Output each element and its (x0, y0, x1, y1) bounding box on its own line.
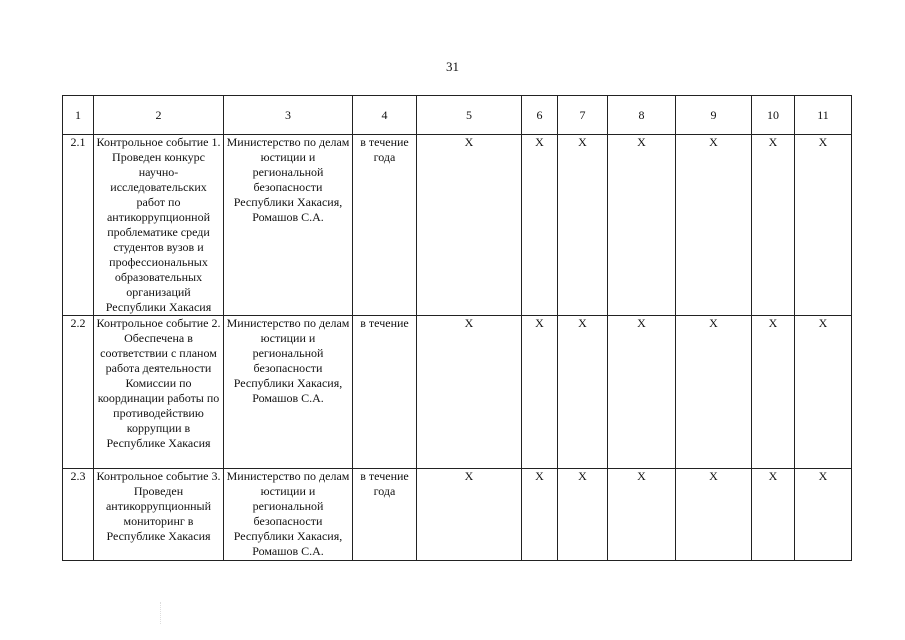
table-row (63, 135, 852, 316)
table-row (63, 469, 852, 561)
responsible: Министерство по делам юстиции и региональной безопасности Республики Хакасия, Ромашов С.А. (224, 469, 353, 561)
event-description: Контрольное событие 3. Проведен антикоррупционный мониторинг в Республике Хакасия (94, 469, 224, 561)
term: в течение (353, 316, 417, 469)
header-cell: 9 (676, 96, 752, 135)
mark-cell: X (558, 469, 608, 561)
header-cell: 3 (224, 96, 353, 135)
mark-cell: X (608, 316, 676, 469)
mark-cell: X (558, 135, 608, 316)
header-cell: 4 (353, 96, 417, 135)
header-cell: 7 (558, 96, 608, 135)
mark-cell: X (522, 135, 558, 316)
header-cell: 5 (417, 96, 522, 135)
header-cell: 10 (752, 96, 795, 135)
row-number: 2.2 (63, 316, 94, 469)
plan-table (62, 95, 852, 561)
mark-cell: X (522, 469, 558, 561)
mark-cell: X (608, 469, 676, 561)
event-description: Контрольное событие 1. Проведен конкурс научно-исследовательских работ по антикоррупционной проблематике среди студентов вузов и профессиональных образовательных организаций Республики Хакасия (94, 135, 224, 316)
responsible: Министерство по делам юстиции и региональной безопасности Республики Хакасия, Ромашов С.А. (224, 135, 353, 316)
mark-cell: X (558, 316, 608, 469)
row-number: 2.3 (63, 469, 94, 561)
mark-cell: X (417, 135, 522, 316)
header-cell: 8 (608, 96, 676, 135)
mark-cell: X (795, 135, 852, 316)
row-number: 2.1 (63, 135, 94, 316)
mark-cell: X (752, 316, 795, 469)
term: в течение года (353, 469, 417, 561)
responsible: Министерство по делам юстиции и региональной безопасности Республики Хакасия, Ромашов С.А. (224, 316, 353, 469)
mark-cell: X (676, 135, 752, 316)
event-description: Контрольное событие 2. Обеспечена в соответствии с планом работа деятельности Комиссии по координации работы по противодействию коррупции в Республике Хакасия (94, 316, 224, 469)
mark-cell: X (752, 135, 795, 316)
mark-cell: X (752, 469, 795, 561)
mark-cell: X (608, 135, 676, 316)
scan-artifact (160, 602, 281, 624)
header-cell: 6 (522, 96, 558, 135)
header-cell: 1 (63, 96, 94, 135)
mark-cell: X (795, 469, 852, 561)
term: в течение года (353, 135, 417, 316)
header-cell: 2 (94, 96, 224, 135)
header-row (63, 96, 852, 135)
mark-cell: X (417, 316, 522, 469)
mark-cell: X (676, 469, 752, 561)
page-number: 31 (446, 59, 459, 74)
mark-cell: X (522, 316, 558, 469)
mark-cell: X (795, 316, 852, 469)
mark-cell: X (417, 469, 522, 561)
table-row (63, 316, 852, 469)
mark-cell: X (676, 316, 752, 469)
header-cell: 11 (795, 96, 852, 135)
